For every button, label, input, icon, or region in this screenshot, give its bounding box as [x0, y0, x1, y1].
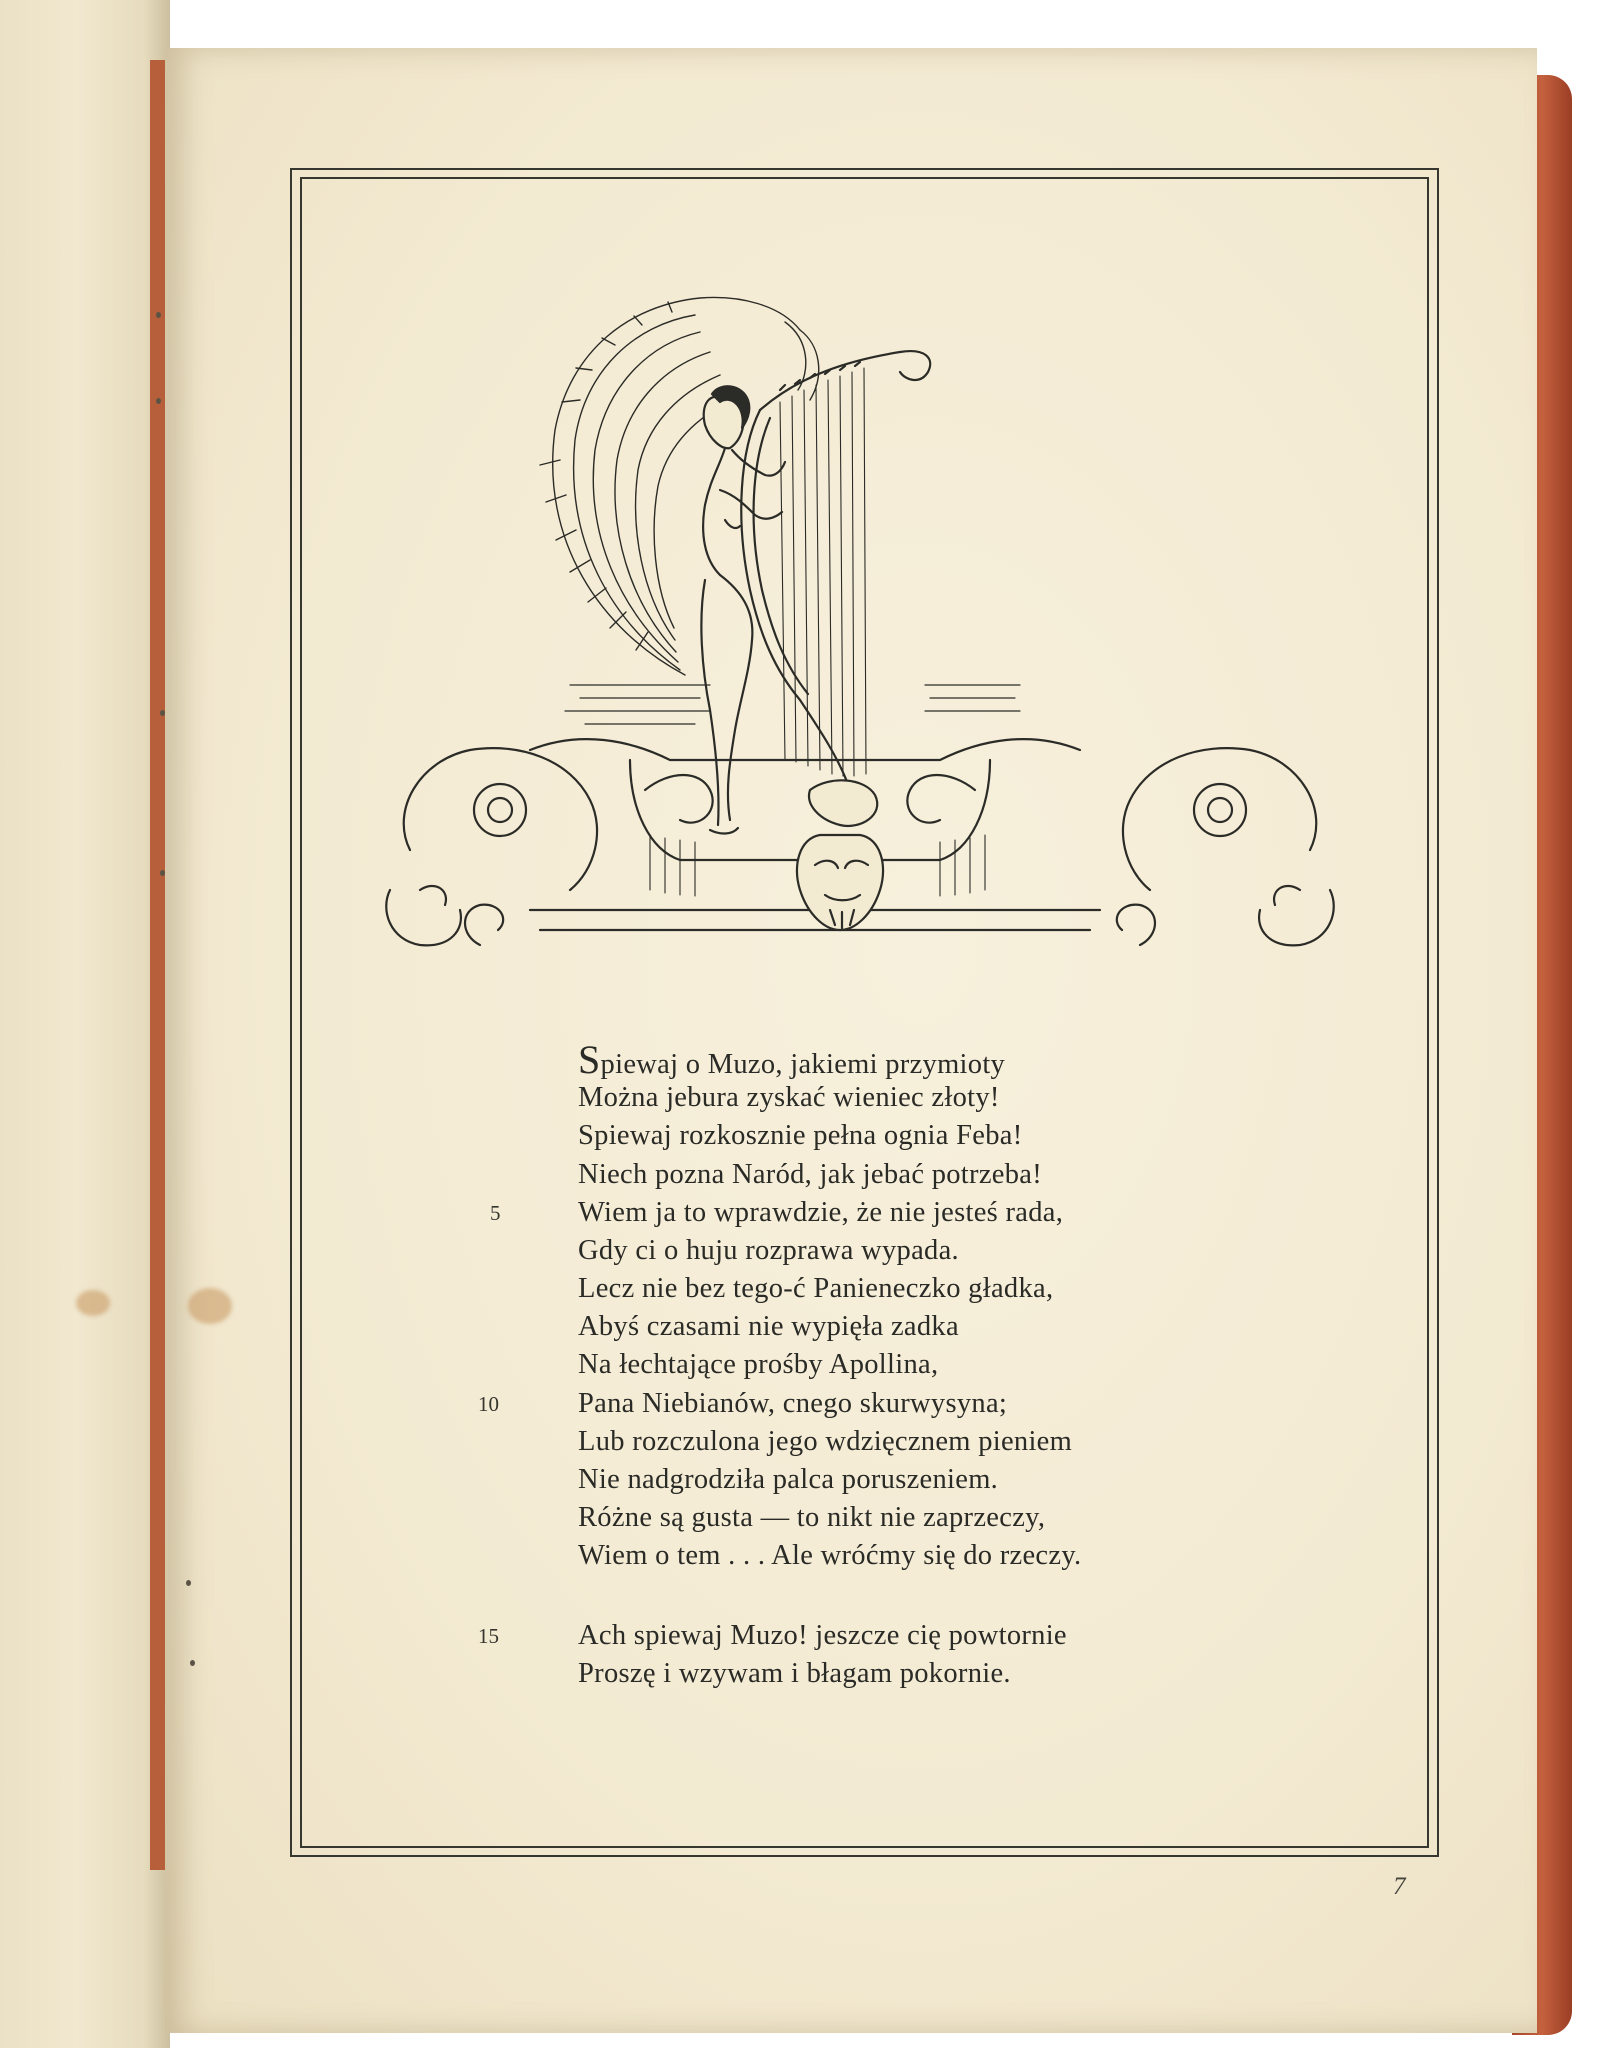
poem-line: Ach spiewaj Muzo! jeszcze cię powtornie	[578, 1620, 1067, 1651]
poem-line: Proszę i wzywam i błagam pokornie.	[578, 1658, 1011, 1689]
binding-hole	[156, 398, 161, 404]
poem-line: Lub rozczulona jego wdzięcznem pieniem	[578, 1426, 1073, 1457]
left-page-edge	[0, 0, 170, 2048]
line-number: 10	[478, 1392, 499, 1416]
poem-line: Wiem ja to wprawdzie, że nie jesteś rada,	[578, 1197, 1064, 1228]
cartouche-drawing	[386, 739, 1334, 945]
poem-line: Można jebura zyskać wieniec złoty!	[578, 1082, 1000, 1113]
line-number: 5	[490, 1201, 501, 1225]
stain	[76, 1290, 110, 1316]
muse-illustration	[380, 290, 1350, 970]
binding-hole	[160, 870, 165, 876]
binding-hole	[156, 312, 161, 318]
poem-line: Nie nadgrodziła palca poruszeniem.	[578, 1464, 999, 1495]
binding-hole	[160, 710, 165, 716]
muse-figure	[701, 386, 785, 833]
poem-line: Różne są gusta — to nikt nie zaprzeczy,	[578, 1502, 1046, 1533]
spine-edge	[150, 60, 166, 1870]
binding-hole	[186, 1580, 191, 1586]
drop-cap: S	[578, 1037, 601, 1082]
poem-line: Niech pozna Naród, jak jebać potrzeba!	[578, 1159, 1043, 1190]
binding-hole	[190, 1660, 195, 1666]
poem-line: Abyś czasami nie wypięła zadka	[578, 1311, 959, 1342]
line-number: 15	[478, 1624, 499, 1648]
wing-drawing	[540, 297, 819, 675]
poem-line: Gdy ci o huju rozprawa wypada.	[578, 1235, 959, 1266]
poem-line: Spiewaj rozkosznie pełna ognia Feba!	[578, 1120, 1023, 1151]
poem-line: Lecz nie bez tego-ć Panieneczko gładka,	[578, 1273, 1054, 1304]
poem-line: Pana Niebianów, cnego skurwysyna;	[578, 1388, 1008, 1419]
harp-drawing	[741, 351, 930, 826]
poem-line: Spiewaj o Muzo, jakiemi przymioty	[578, 1037, 1006, 1082]
stain	[188, 1288, 232, 1324]
poem-line: Na łechtające prośby Apollina,	[578, 1349, 939, 1380]
page-number: 7	[1393, 1873, 1406, 1900]
poem-line: Wiem o tem . . . Ale wróćmy się do rzeczy.	[578, 1540, 1082, 1571]
